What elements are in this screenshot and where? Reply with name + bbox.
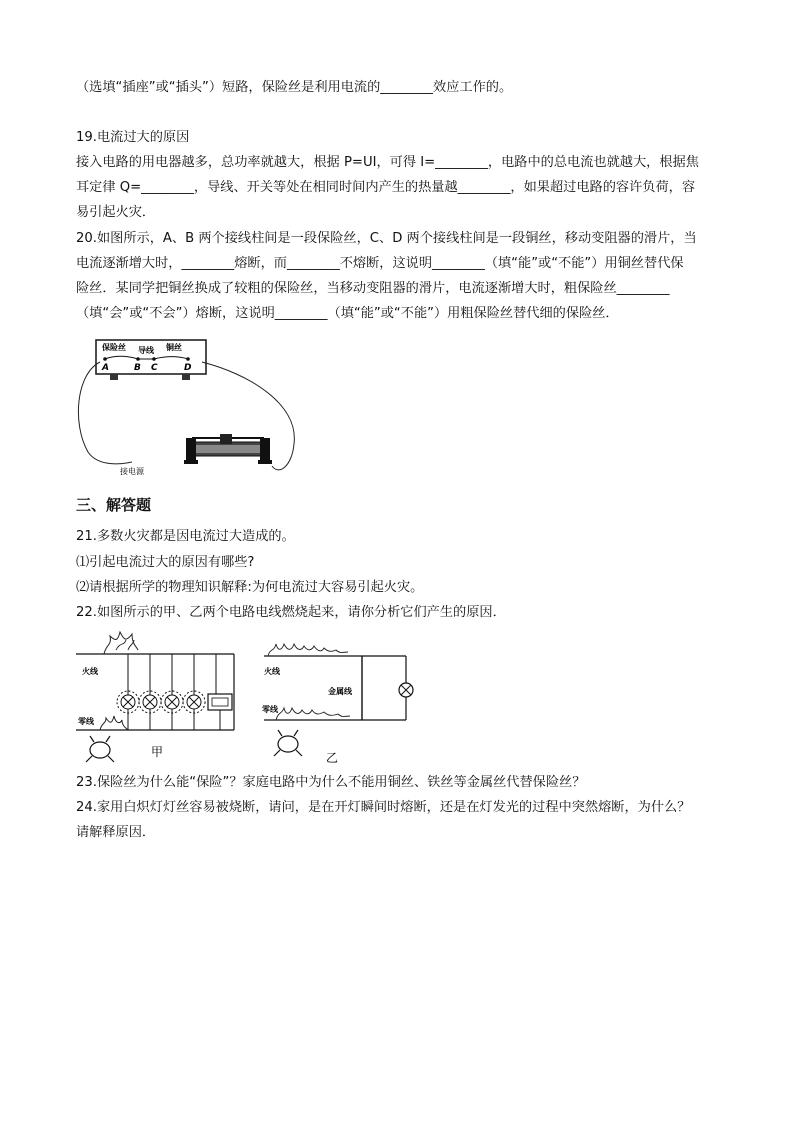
fuse-experiment-figure bbox=[74, 334, 306, 480]
question-24-line-1: 24.家用白炽灯灯丝容易被烧断，请问，是在开灯瞬间时熔断，还是在灯发光的过程中突然熔断，为什么？ bbox=[76, 800, 691, 815]
terminal-c-label: C bbox=[151, 363, 158, 373]
question-19-title: 19.电流过大的原因 bbox=[76, 130, 190, 145]
question-20-line-1: 20.如图所示，A、B 两个接线柱间是一段保险丝，C、D 两个接线柱间是一段铜丝，移动变阻器的滑片，当 bbox=[76, 231, 697, 246]
question-21-title: 21.多数火灾都是因电流过大造成的。 bbox=[76, 529, 295, 544]
yi-neutral-label: 零线 bbox=[262, 705, 278, 714]
circuit-figure-jia bbox=[76, 628, 248, 766]
terminal-b-label: B bbox=[134, 363, 141, 373]
section-heading: 三、解答题 bbox=[76, 496, 152, 514]
jia-live-label: 火线 bbox=[82, 667, 98, 676]
yi-live-label: 火线 bbox=[264, 667, 280, 676]
question-19-line-1: 接入电路的用电器越多，总功率就越大，根据 P=UI，可得 I=________，电路中的总电流也就越大，根据焦 bbox=[76, 155, 699, 170]
question-22-title: 22.如图所示的甲、乙两个电路电线燃烧起来，请你分析它们产生的原因． bbox=[76, 605, 506, 620]
question-19-line-2: 耳定律 Q=________，导线、开关等处在相同时间内产生的热量越________，如果超过电路的容许负荷，容 bbox=[76, 180, 696, 195]
jia-neutral-label: 零线 bbox=[78, 717, 94, 726]
question-23: 23.保险丝为什么能“保险”？家庭电路中为什么不能用铜丝、铁丝等金属丝代替保险丝？ bbox=[76, 775, 586, 790]
rheostat bbox=[184, 434, 272, 464]
question-21-part-2: ⑵请根据所学的物理知识解释:为何电流过大容易引起火灾。 bbox=[76, 580, 424, 595]
fuse-label: 保险丝 bbox=[102, 343, 126, 352]
copper-label: 铜丝 bbox=[166, 343, 182, 352]
question-24-line-2: 请解释原因． bbox=[76, 825, 156, 840]
question-20-line-4: （填“会”或“不会”）熔断，这说明________（填“能”或“不能”）用粗保险丝替代细的保险丝． bbox=[76, 306, 619, 321]
circuit-figure-yi bbox=[258, 630, 418, 768]
question-20-line-3: 险丝．某同学把铜丝换成了较粗的保险丝，当移动变阻器的滑片，电流逐渐增大时，粗保险丝________ bbox=[76, 281, 670, 296]
question-19-line-3: 易引起火灾． bbox=[76, 205, 156, 220]
plug-icon bbox=[86, 736, 114, 762]
terminal-a-label: A bbox=[102, 363, 109, 373]
power-source-label: 接电源 bbox=[120, 467, 144, 476]
wire-label: 导线 bbox=[138, 346, 154, 355]
lamp-icon bbox=[117, 691, 205, 713]
yi-bare-wire-label: 金属线 bbox=[328, 687, 352, 696]
question-20-line-2: 电流逐渐增大时，________熔断，而________不熔断，这说明________（填“能”或“不能”）用铜丝替代保 bbox=[76, 256, 684, 271]
plug-icon bbox=[274, 730, 302, 756]
jia-caption: 甲 bbox=[151, 745, 164, 759]
question-21-part-1: ⑴引起电流过大的原因有哪些? bbox=[76, 555, 255, 570]
text-line-1: （选填“插座”或“插头”）短路，保险丝是利用电流的________效应工作的。 bbox=[76, 80, 513, 95]
yi-caption: 乙 bbox=[326, 751, 339, 765]
terminal-d-label: D bbox=[184, 363, 192, 373]
